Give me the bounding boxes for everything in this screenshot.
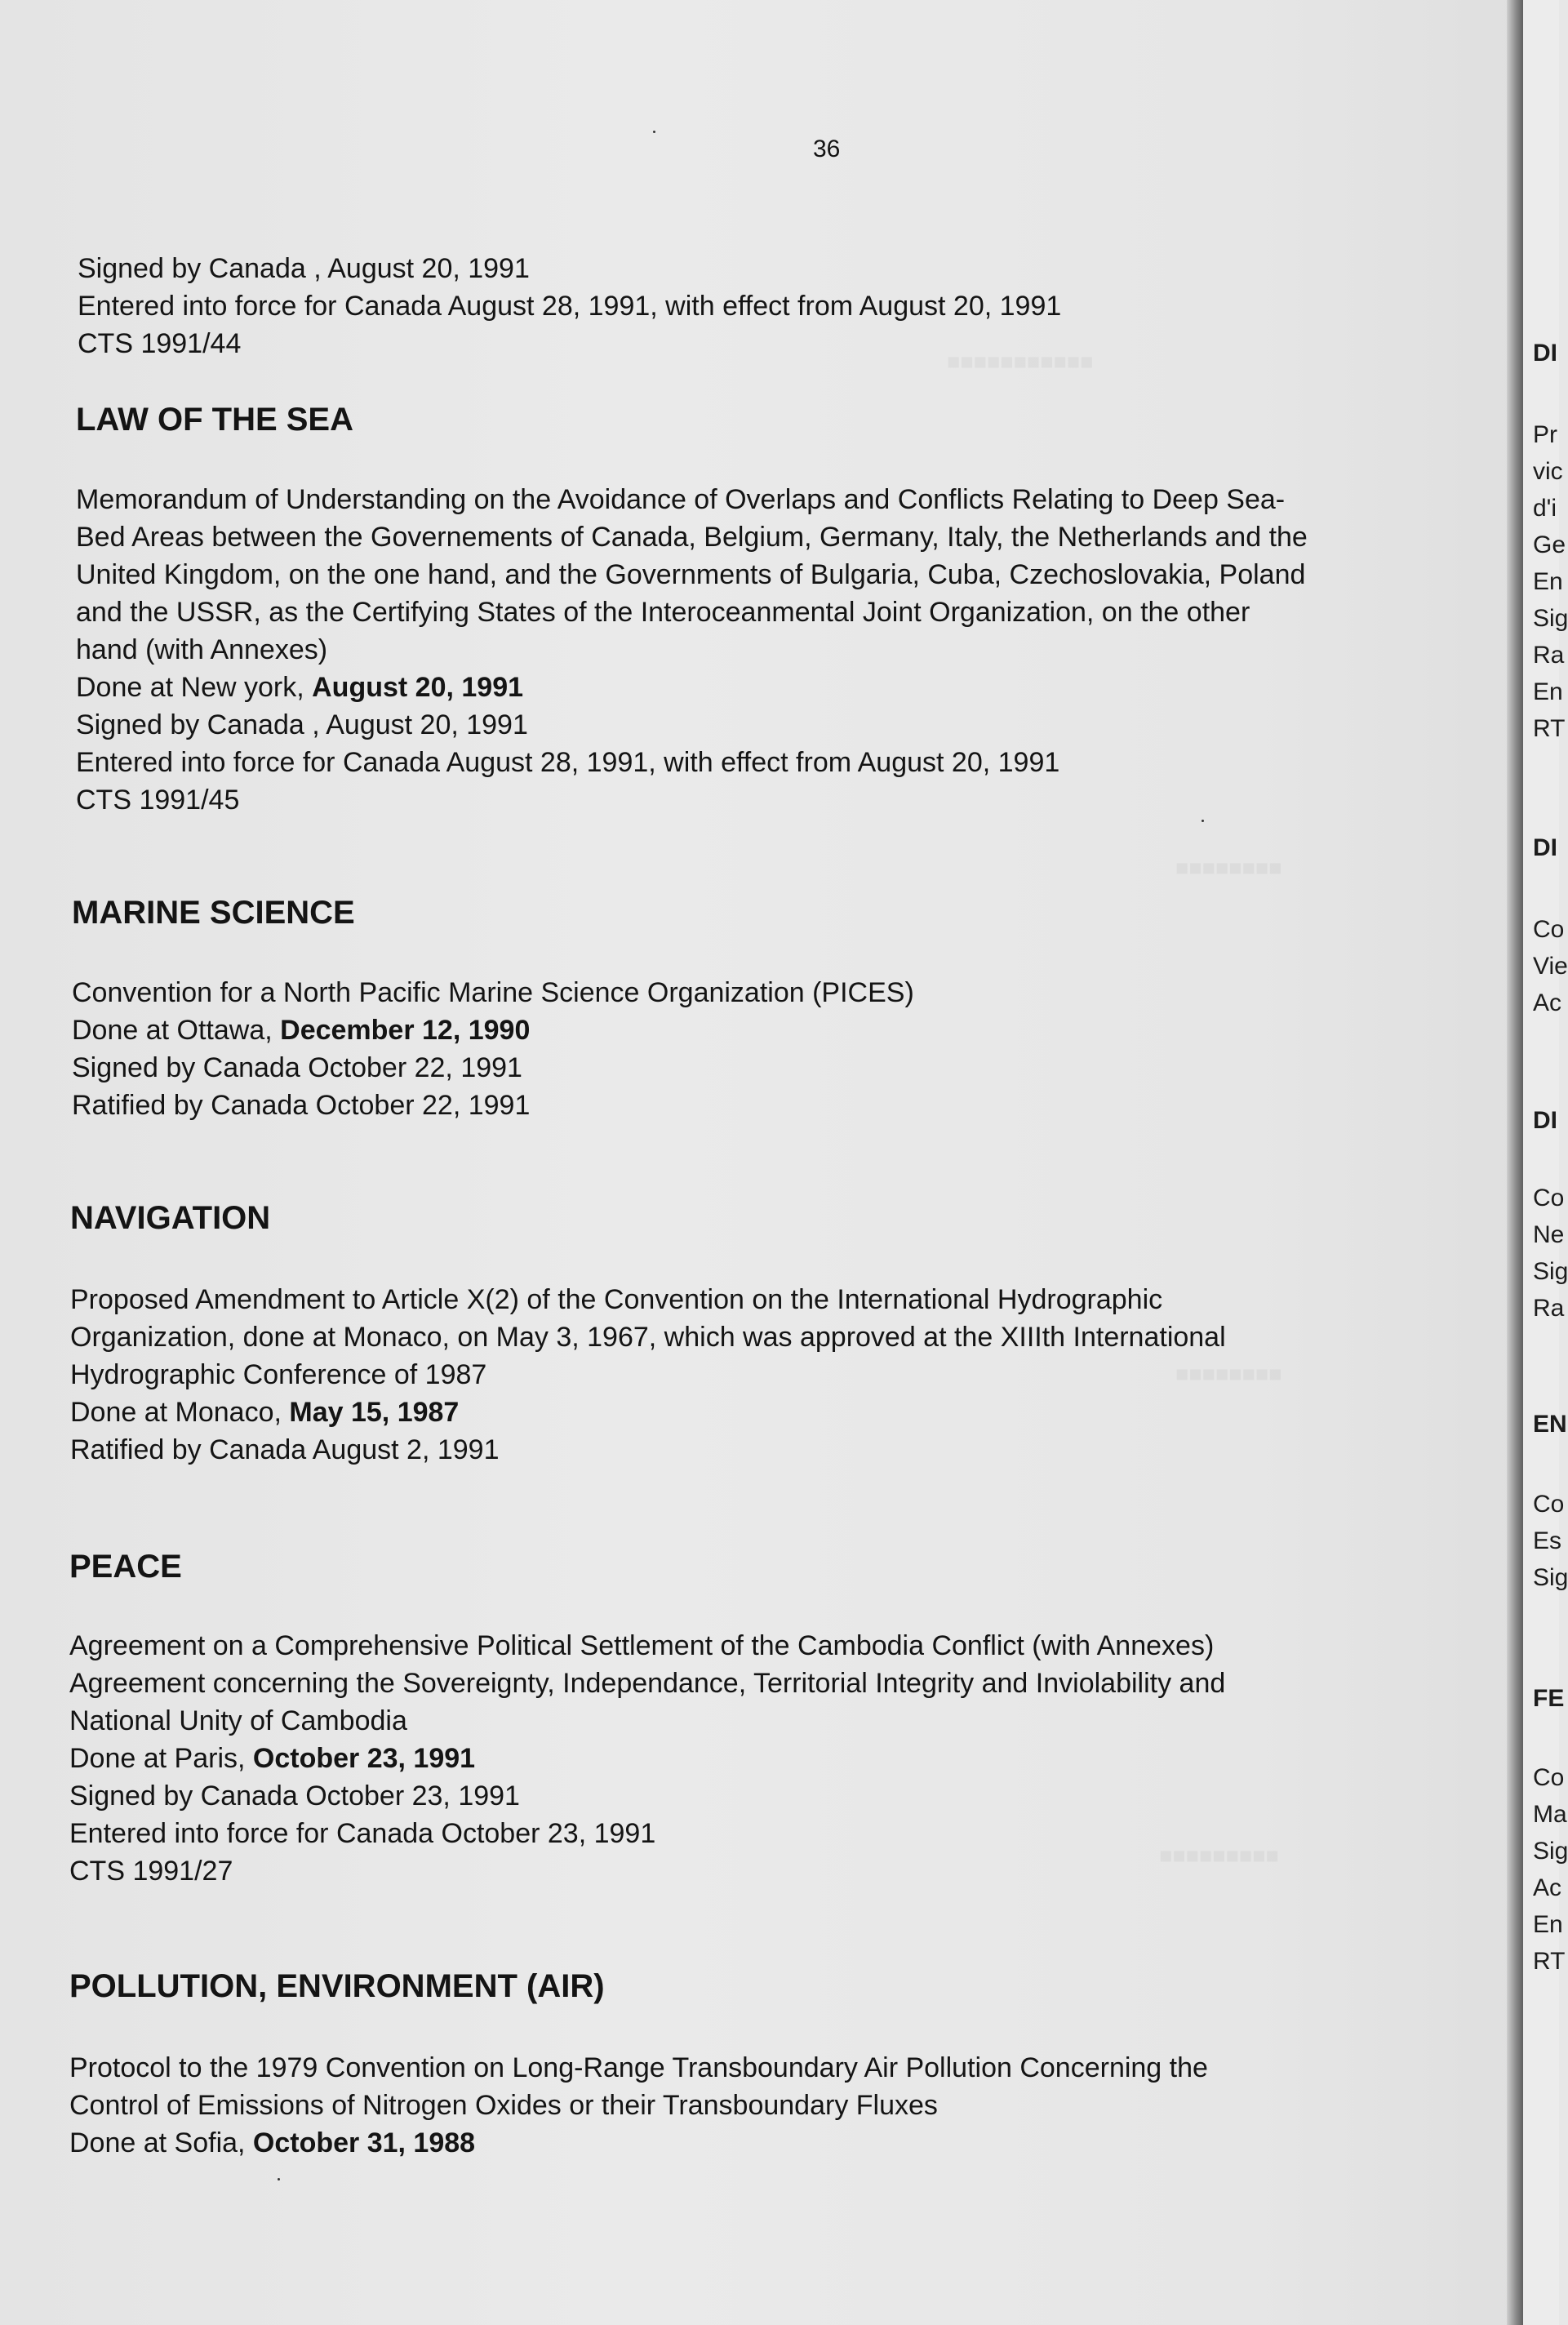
- facing-heading: DI: [1533, 834, 1557, 861]
- done-date: May 15, 1987: [289, 1397, 460, 1428]
- facing-fragment: Ac: [1533, 989, 1562, 1016]
- text-line: Memorandum of Understanding on the Avoidance of Overlaps and Conflicts Relating to Deep Sea-: [76, 484, 1286, 515]
- done-place: Done at Ottawa,: [72, 1015, 281, 1046]
- done-line: [69, 2124, 1208, 2162]
- text-line: United Kingdom, on the one hand, and the Governments of Bulgaria, Cuba, Czechoslovakia, Poland: [76, 559, 1306, 590]
- book-gutter: [1507, 0, 1523, 2325]
- text-line: Entered into force for Canada August 28, 1991, with effect from August 20, 1991: [76, 747, 1060, 778]
- facing-fragment: Sig: [1533, 1258, 1568, 1285]
- done-place: Done at Monaco,: [70, 1397, 290, 1428]
- done-place: Done at Paris,: [69, 1743, 253, 1774]
- text-line: Hydrographic Conference of 1987: [70, 1359, 487, 1390]
- facing-fragment: RT: [1533, 715, 1566, 742]
- text-line: hand (with Annexes): [76, 634, 328, 665]
- facing-fragment: En: [1533, 568, 1563, 595]
- facing-fragment: Vie: [1533, 953, 1568, 980]
- text-line: Agreement concerning the Sovereignty, Independance, Territorial Integrity and Inviolability and: [69, 1668, 1226, 1699]
- facing-heading: DI: [1533, 340, 1557, 367]
- done-date: October 23, 1991: [252, 1743, 476, 1774]
- facing-fragment: Ne: [1533, 1221, 1565, 1248]
- text-line: Entered into force for Canada August 28, 1991, with effect from August 20, 1991: [78, 291, 1062, 322]
- bleed-through: ■■■■■■■■: [1175, 856, 1282, 880]
- text-line: Entered into force for Canada October 23, 1991: [69, 1818, 656, 1849]
- speck: [1202, 820, 1204, 822]
- section-body-navigation: [70, 1281, 1226, 1469]
- section-body-pollution: [69, 2049, 1208, 2162]
- speck: [653, 131, 655, 133]
- text-line: Agreement on a Comprehensive Political Settlement of the Cambodia Conflict (with Annexes): [69, 1630, 1215, 1661]
- text-line: Organization, done at Monaco, on May 3, 1967, which was approved at the XIIIth International: [70, 1322, 1226, 1353]
- text-line: CTS 1991/44: [78, 328, 242, 359]
- facing-fragment: Sig: [1533, 605, 1568, 632]
- done-place: Done at New york,: [76, 672, 313, 703]
- facing-fragment: Sig: [1533, 1564, 1568, 1591]
- done-date: December 12, 1990: [280, 1015, 531, 1046]
- facing-fragment: Co: [1533, 1185, 1565, 1211]
- facing-fragment: vic: [1533, 458, 1563, 485]
- facing-fragment: Co: [1533, 1764, 1565, 1791]
- text-line: CTS 1991/27: [69, 1856, 233, 1887]
- text-line: Protocol to the 1979 Convention on Long-Range Transboundary Air Pollution Concerning the: [69, 2052, 1208, 2083]
- facing-fragment: Ac: [1533, 1874, 1562, 1901]
- done-line: [70, 1394, 1226, 1431]
- section-body-marine-science: [72, 974, 914, 1124]
- facing-fragment: Es: [1533, 1527, 1562, 1554]
- page-number: 36: [813, 136, 841, 162]
- facing-fragment: Co: [1533, 1491, 1565, 1518]
- done-line: [76, 669, 1308, 706]
- facing-fragment: Ma: [1533, 1801, 1567, 1828]
- speck: [278, 2178, 280, 2181]
- section-body-law-of-the-sea: [76, 481, 1308, 819]
- facing-fragment: En: [1533, 678, 1563, 705]
- facing-fragment: Co: [1533, 916, 1565, 943]
- bleed-through: ■■■■■■■■■■■: [947, 349, 1094, 374]
- text-line: Ratified by Canada October 22, 1991: [72, 1090, 531, 1121]
- section-heading-navigation: NAVIGATION: [70, 1200, 271, 1236]
- text-line: Bed Areas between the Governements of Canada, Belgium, Germany, Italy, the Netherlands and the: [76, 522, 1308, 553]
- text-line: National Unity of Cambodia: [69, 1705, 407, 1736]
- facing-heading: EN: [1533, 1411, 1567, 1438]
- facing-heading: FE: [1533, 1685, 1565, 1712]
- facing-fragment: Ge: [1533, 531, 1566, 558]
- facing-fragment: Pr: [1533, 421, 1557, 448]
- section-heading-marine-science: MARINE SCIENCE: [72, 895, 355, 931]
- text-line: Convention for a North Pacific Marine Science Organization (PICES): [72, 977, 914, 1008]
- text-line: Proposed Amendment to Article X(2) of the Convention on the International Hydrographic: [70, 1284, 1163, 1315]
- preamble: [78, 250, 1061, 362]
- section-heading-pollution: POLLUTION, ENVIRONMENT (AIR): [69, 1968, 605, 2004]
- text-line: Signed by Canada October 22, 1991: [72, 1052, 522, 1083]
- text-line: Ratified by Canada August 2, 1991: [70, 1434, 500, 1465]
- section-heading-law-of-the-sea: LAW OF THE SEA: [76, 402, 353, 438]
- text-line: and the USSR, as the Certifying States of the Interoceanmental Joint Organization, on the other: [76, 597, 1250, 628]
- text-line: Control of Emissions of Nitrogen Oxides or their Transboundary Fluxes: [69, 2090, 938, 2121]
- done-date: August 20, 1991: [312, 672, 524, 703]
- done-date: October 31, 1988: [252, 2127, 476, 2158]
- bleed-through: ■■■■■■■■: [1175, 1362, 1282, 1386]
- facing-fragment: RT: [1533, 1948, 1566, 1975]
- facing-fragment: En: [1533, 1911, 1563, 1938]
- done-line: [69, 1740, 1225, 1777]
- facing-page-edge: [1523, 0, 1568, 2325]
- done-place: Done at Sofia,: [69, 2127, 253, 2158]
- text-line: Signed by Canada , August 20, 1991: [76, 709, 528, 740]
- bleed-through: ■■■■■■■■■: [1159, 1843, 1279, 1868]
- facing-fragment: Ra: [1533, 642, 1565, 669]
- text-line: Signed by Canada , August 20, 1991: [78, 253, 530, 284]
- done-line: [72, 1011, 914, 1049]
- text-line: CTS 1991/45: [76, 785, 240, 816]
- facing-fragment: Ra: [1533, 1295, 1565, 1322]
- facing-fragment: d'i: [1533, 495, 1557, 522]
- text-line: Signed by Canada October 23, 1991: [69, 1780, 520, 1812]
- section-heading-peace: PEACE: [69, 1549, 182, 1585]
- facing-fragment: Sig: [1533, 1838, 1568, 1865]
- facing-heading: DI: [1533, 1107, 1557, 1134]
- section-body-peace: [69, 1627, 1225, 1890]
